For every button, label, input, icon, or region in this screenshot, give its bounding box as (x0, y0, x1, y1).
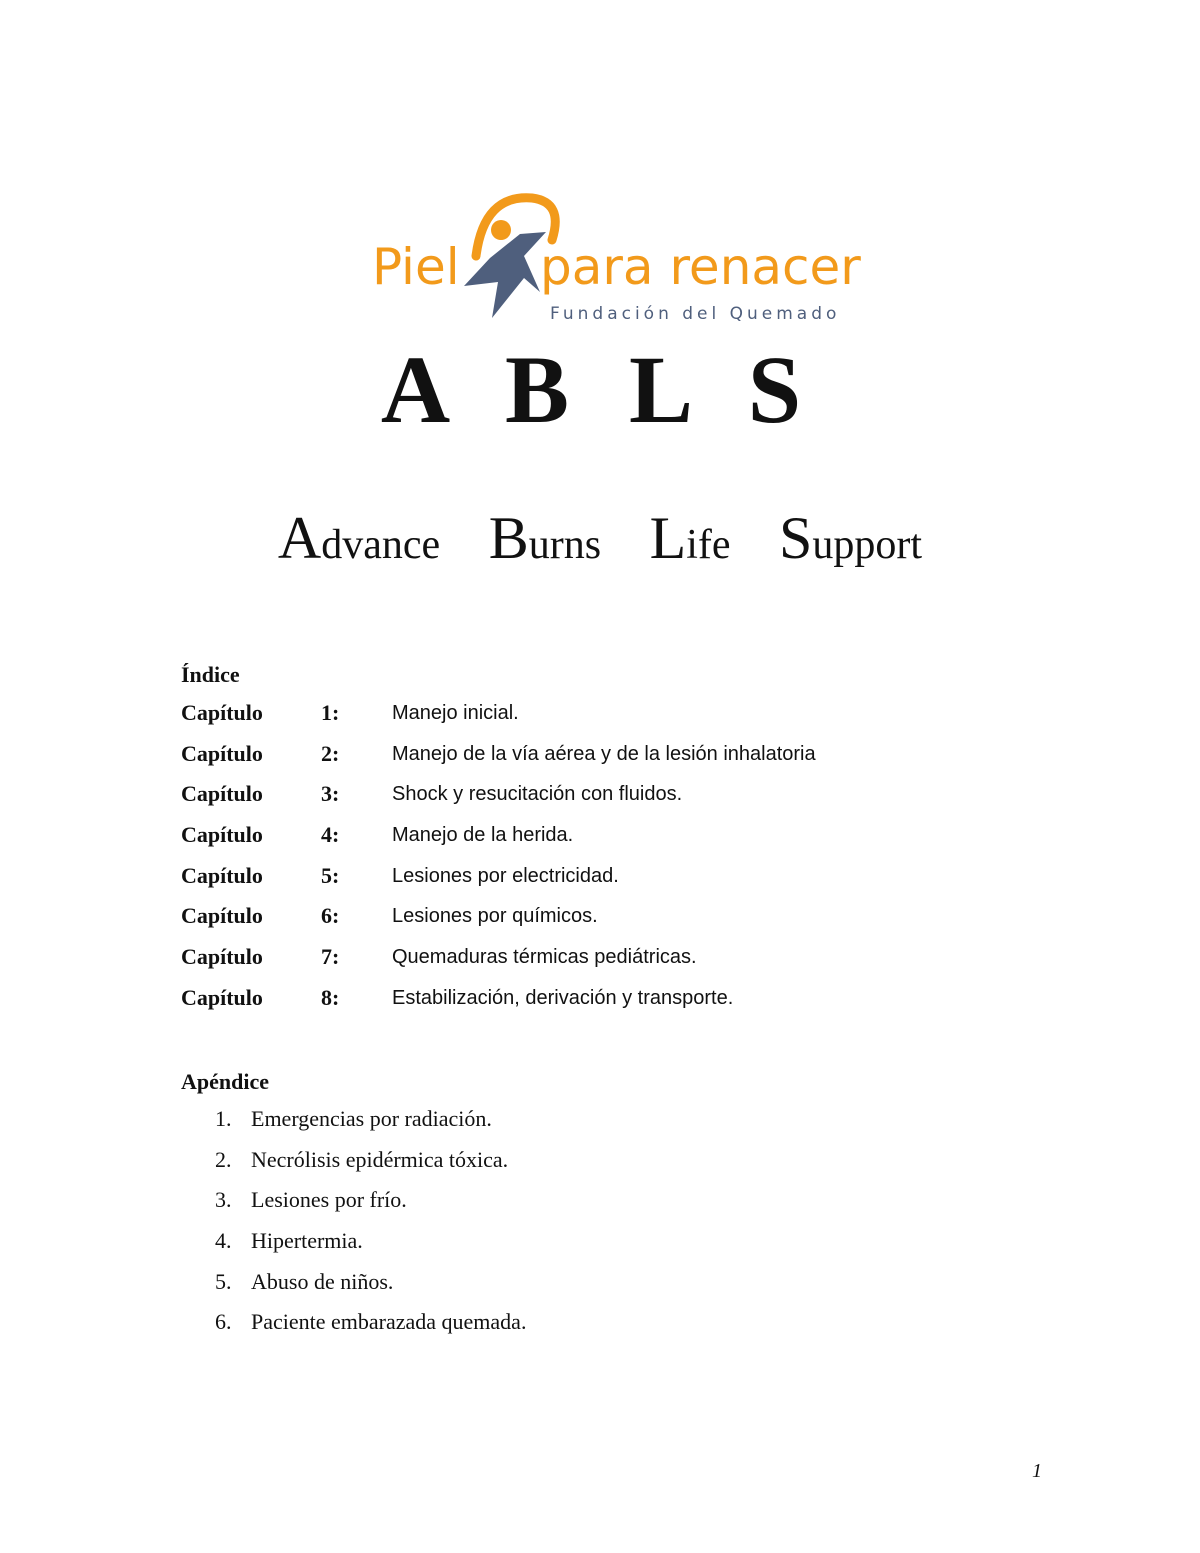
chapter-list (181, 702, 981, 1028)
appendix-item: 3. Lesiones por frío. (215, 1187, 407, 1213)
appendix-item: 2. Necrólisis epidérmica tóxica. (215, 1146, 509, 1172)
appendix-heading: Apéndice (181, 1069, 269, 1094)
full-name-word: Life (649, 505, 731, 571)
chapter-row: Capítulo 8: Estabilización, derivación y transporte. (181, 984, 734, 1010)
chapter-row: Capítulo 5: Lesiones por electricidad. (181, 862, 619, 888)
appendix-item: 5. Abuso de niños. (215, 1268, 394, 1294)
chapter-row: Capítulo 4: Manejo de la herida. (181, 822, 574, 848)
foundation-logo (364, 186, 861, 332)
appendix-list (181, 1108, 981, 1352)
chapter-row: Capítulo 6: Lesiones por químicos. (181, 903, 598, 929)
logo-tagline: Fundación del Quemado (550, 304, 841, 324)
chapter-row: Capítulo 7: Quemaduras térmicas pediátricas. (181, 944, 697, 970)
full-name-word: Support (779, 505, 923, 571)
document-acronym: A B L S (380, 336, 820, 443)
document-full-name (0, 505, 1200, 571)
page-number: 1 (1032, 1460, 1042, 1482)
appendix-item: 6. Paciente embarazada quemada. (215, 1309, 527, 1335)
logo-word-piel: Piel (372, 238, 460, 296)
index-heading: Índice (181, 662, 240, 687)
logo-word-para-renacer: para renacer (540, 238, 861, 296)
chapter-row: Capítulo 2: Manejo de la vía aérea y de la lesión inhalatoria (181, 740, 816, 766)
chapter-row: Capítulo 1: Manejo inicial. (181, 700, 519, 725)
appendix-item: 1. Emergencias por radiación. (215, 1106, 492, 1131)
full-name-word: Burns (488, 505, 602, 571)
chapter-row: Capítulo 3: Shock y resucitación con fluidos. (181, 781, 683, 807)
full-name-word: Advance (277, 505, 441, 571)
appendix-item: 4. Hipertermia. (215, 1228, 363, 1254)
